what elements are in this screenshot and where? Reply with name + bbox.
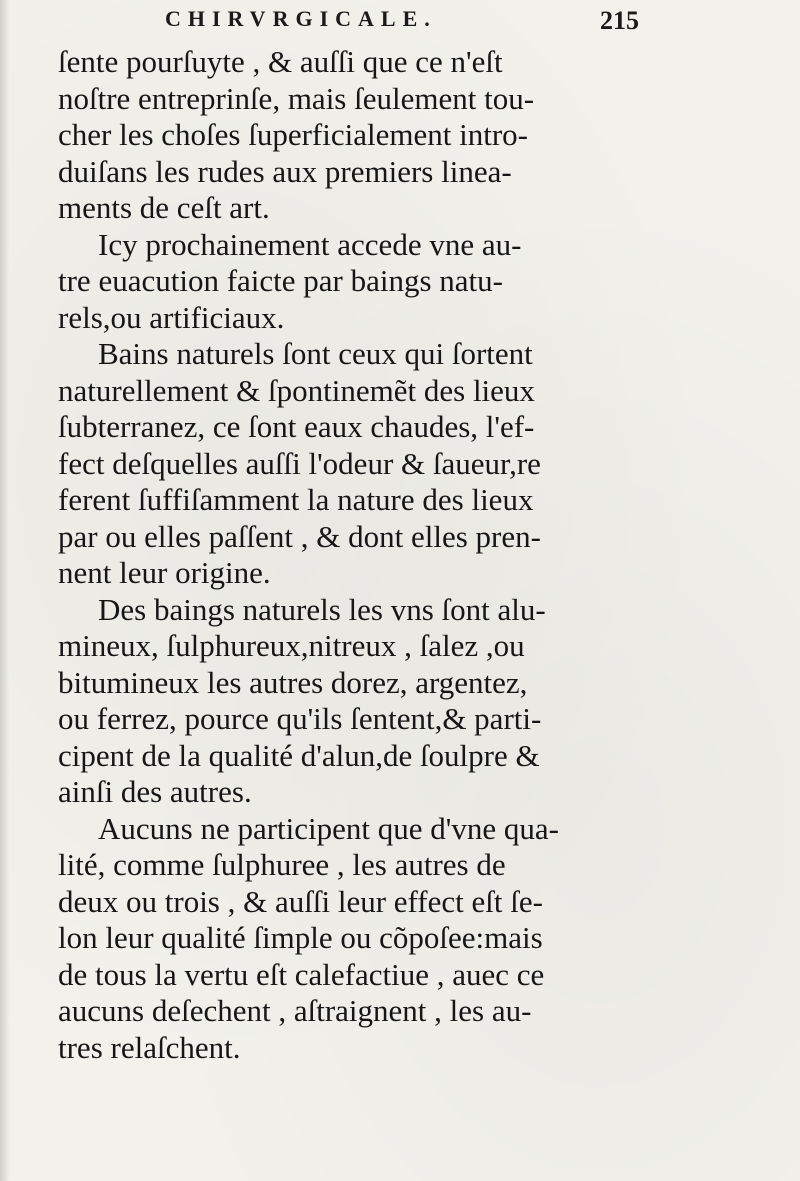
text-line: Des baings naturels les vns ſont alu- <box>98 591 546 627</box>
paragraph <box>58 44 668 227</box>
text-line: cher les choſes ſuperficialement intro- <box>58 117 528 152</box>
text-line: ferent ſuffiſamment la nature des lieux <box>58 482 534 517</box>
body-text <box>58 44 668 1066</box>
text-line: lité, comme ſulphuree , les autres de <box>58 847 506 882</box>
text-line: ou ferrez, pource qu'ils ſentent,& parti- <box>58 701 542 736</box>
paragraph <box>58 592 668 811</box>
text-line: ainſi des autres. <box>58 774 252 809</box>
text-line: rels,ou artificiaux. <box>58 299 285 335</box>
text-line: cipent de la qualité d'alun,de ſoulpre & <box>58 737 540 773</box>
paragraph <box>58 227 668 337</box>
text-line: par ou elles paſſent , & dont elles pren- <box>58 518 541 554</box>
text-line: deux ou trois , & auſſi leur effect eſt ſe- <box>58 883 543 919</box>
paragraph <box>58 336 668 592</box>
text-line: Aucuns ne participent que d'vne qua- <box>98 810 559 846</box>
page-gutter-shadow <box>0 0 10 1181</box>
text-line: mineux, ſulphureux,nitreux , ſalez ,ou <box>58 628 525 663</box>
text-line: naturellement & ſpontinemẽt des lieux <box>58 372 535 408</box>
text-line: tres relaſchent. <box>58 1029 241 1065</box>
text-line: Icy prochainement accede vne au- <box>98 226 522 262</box>
text-line: ſubterranez, ce ſont eaux chaudes, l'ef- <box>58 409 535 444</box>
text-line: fect deſquelles auſſi l'odeur & ſaueur,re <box>58 445 541 481</box>
text-line: lon leur qualité ſimple ou cõpoſee:mais <box>58 920 543 955</box>
text-line: ſente pourſuyte , & auſſi que ce n'eſt <box>58 44 503 79</box>
text-line: duiſans les rudes aux premiers linea- <box>58 153 512 189</box>
text-line: aucuns deſechent , aſtraignent , les au- <box>58 993 532 1028</box>
text-line: de tous la vertu eſt calefactiue , auec ce <box>58 956 545 992</box>
text-line: bitumineux les autres dorez, argentez, <box>58 664 528 700</box>
text-line: nent leur origine. <box>58 555 271 590</box>
text-line: ments de ceſt art. <box>58 190 270 225</box>
running-head: CHIRVRGICALE. <box>165 6 437 31</box>
page-number: 215 <box>600 6 639 35</box>
text-line: tre euacution faicte par baings natu- <box>58 263 503 298</box>
text-line: noſtre entreprinſe, mais ſeulement tou- <box>58 80 535 116</box>
paragraph <box>58 811 668 1067</box>
text-line: Bains naturels ſont ceux qui ſortent <box>98 336 533 371</box>
